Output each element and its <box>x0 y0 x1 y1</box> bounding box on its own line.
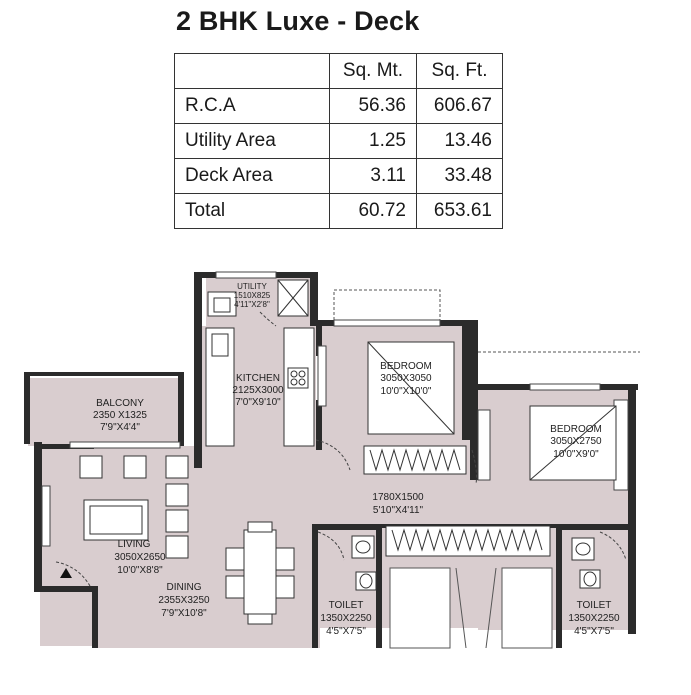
row-label: Deck Area <box>175 159 330 194</box>
area-table <box>174 53 503 229</box>
table-row <box>175 89 503 124</box>
toilet2-dim-ft: 4'5"X7'5" <box>574 626 614 637</box>
row-sqmt: 56.36 <box>330 89 417 124</box>
row-sqft: 653.61 <box>417 194 503 229</box>
dining-name: DINING <box>166 582 202 593</box>
row-label: Total <box>175 194 330 229</box>
table-row <box>175 194 503 229</box>
dining-dim-ft: 7'9"X10'8" <box>161 608 207 619</box>
bedroom2-dim-mm: 3050X2750 <box>550 436 602 447</box>
living-dim-ft: 10'0"X8'8" <box>117 565 163 576</box>
row-sqft: 606.67 <box>417 89 503 124</box>
table-header-cell <box>175 54 330 89</box>
balcony-dim-mm: 2350 X1325 <box>93 410 147 421</box>
row-label: R.C.A <box>175 89 330 124</box>
table-header-row <box>175 54 503 89</box>
kitchen-name: KITCHEN <box>236 373 280 384</box>
toilet2-dim-mm: 1350X2250 <box>568 613 620 624</box>
toilet1-dim-mm: 1350X2250 <box>320 613 372 624</box>
row-label: Utility Area <box>175 124 330 159</box>
table-row <box>175 159 503 194</box>
row-sqmt: 3.11 <box>330 159 417 194</box>
bedroom1-name: BEDROOM <box>380 361 432 372</box>
table-header-cell: Sq. Mt. <box>330 54 417 89</box>
bedroom2-name: BEDROOM <box>550 424 602 435</box>
utility-dim-ft: 4'11"X2'8" <box>234 300 270 309</box>
row-sqft: 33.48 <box>417 159 503 194</box>
kitchen-dim-mm: 2125X3000 <box>232 385 284 396</box>
floor-plan <box>0 250 691 695</box>
living-name: LIVING <box>117 539 151 550</box>
kitchen-dim-ft: 7'0"X9'10" <box>235 397 281 408</box>
table-header-cell: Sq. Ft. <box>417 54 503 89</box>
bedroom1-dim-mm: 3050X3050 <box>380 373 432 384</box>
balcony-name: BALCONY <box>96 398 144 409</box>
passage-dim-mm: 1780X1500 <box>372 492 424 503</box>
toilet1-name: TOILET <box>328 600 364 611</box>
living-dim-mm: 3050X2650 <box>114 552 166 563</box>
bedroom2-dim-ft: 10'0"X9'0" <box>553 449 599 460</box>
row-sqmt: 1.25 <box>330 124 417 159</box>
toilet1-dim-ft: 4'5"X7'5" <box>326 626 366 637</box>
utility-name: UTILITY <box>237 282 267 291</box>
plan-title: 2 BHK Luxe - Deck <box>176 6 420 36</box>
bedroom1-dim-ft: 10'0"X10'0" <box>380 386 432 397</box>
passage-dim-ft: 5'10"X4'11" <box>372 505 424 516</box>
toilet2-name: TOILET <box>576 600 612 611</box>
row-sqmt: 60.72 <box>330 194 417 229</box>
dining-dim-mm: 2355X3250 <box>158 595 210 606</box>
wardrobe-1 <box>364 446 466 474</box>
utility-dim-mm: 1510X825 <box>233 291 271 300</box>
row-sqft: 13.46 <box>417 124 503 159</box>
table-row <box>175 124 503 159</box>
balcony-dim-ft: 7'9"X4'4" <box>100 422 140 433</box>
wardrobe-2 <box>386 526 550 556</box>
